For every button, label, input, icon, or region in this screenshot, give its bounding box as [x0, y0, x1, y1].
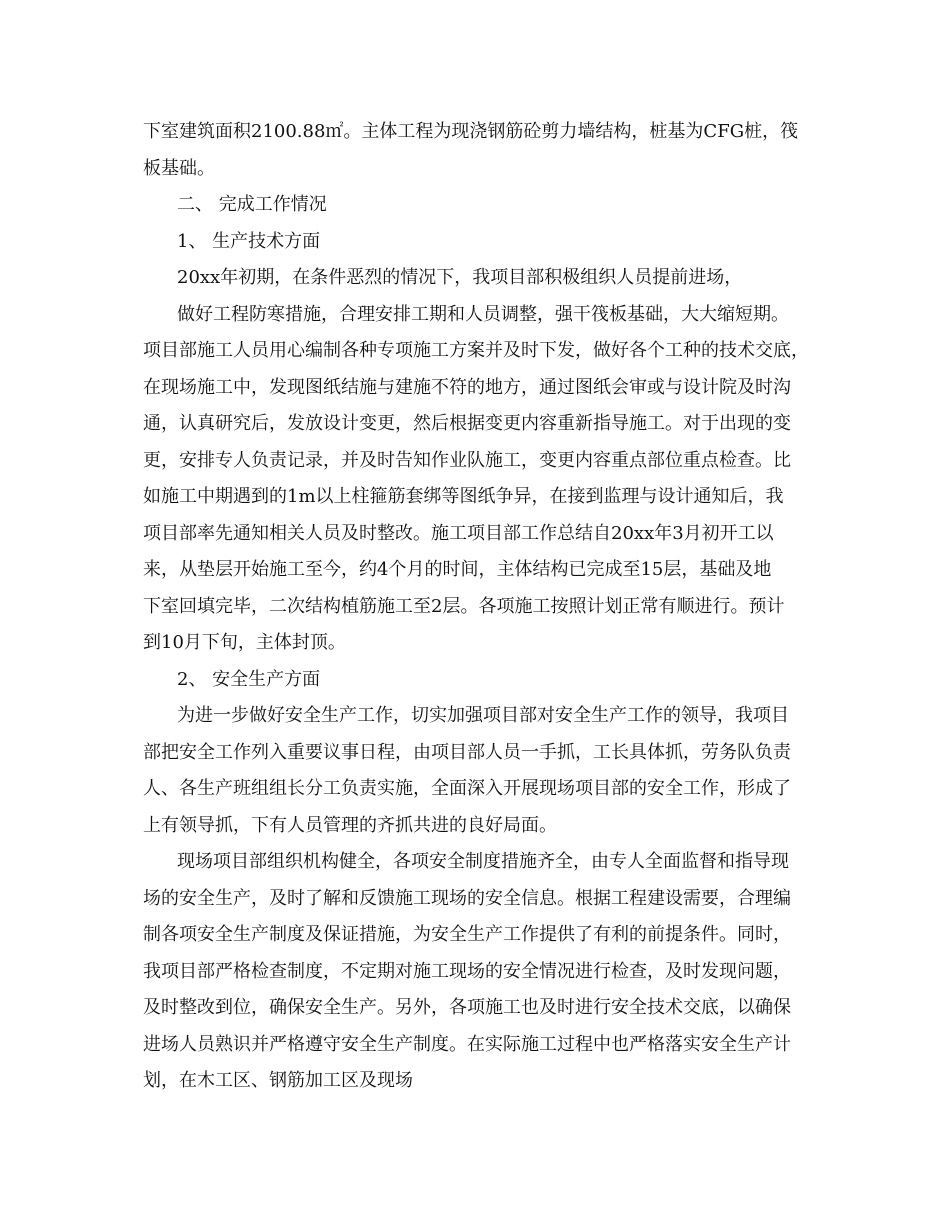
- text-line: 制各项安全生产制度及保证措施，为安全生产工作提供了有利的前提条件。同时，: [143, 924, 791, 945]
- text-line: 项目部率先通知相关人员及时整改。施工项目部工作总结自20xx年3月初开工以: [143, 523, 774, 544]
- text-line: 通，认真研究后，发放设计变更，然后根据变更内容重新指导施工。对于出现的变: [143, 413, 791, 434]
- text-line: 人、各生产班组组长分工负责实施，全面深入开展现场项目部的安全工作，形成了: [143, 778, 791, 799]
- text-line: 做好工程防寒措施，合理安排工期和人员调整，强干筏板基础，大大缩短期。: [177, 304, 789, 325]
- text-line: 场的安全生产，及时了解和反馈施工现场的安全信息。根据工程建设需要，合理编: [143, 888, 791, 909]
- text-line: 如施工中期遇到的1m以上柱箍筋套绑等图纸争异，在接到监理与设计通知后，我: [143, 486, 784, 507]
- text-line: 我项目部严格检查制度，不定期对施工现场的安全情况进行检查，及时发现问题，: [143, 961, 791, 982]
- text-line: 进场人员熟识并严格遵守安全生产制度。在实际施工过程中也严格落实安全生产计: [143, 1034, 791, 1055]
- text-line: 现场项目部组织机构健全，各项安全制度措施齐全，由专人全面监督和指导现: [177, 851, 789, 872]
- text-line: 更，安排专人负责记录，并及时告知作业队施工，变更内容重点部位重点检查。比: [143, 450, 791, 471]
- text-line: 20xx年初期，在条件恶烈的情况下，我项目部积极组织人员提前进场，: [177, 267, 743, 288]
- text-line: 部把安全工作列入重要议事日程，由项目部人员一手抓，工长具体抓，劳务队负责: [143, 742, 791, 763]
- subsection-heading: 1、 生产技术方面: [177, 231, 321, 252]
- section-heading: 二、 完成工作情况: [177, 194, 327, 215]
- text-line: 来，从垫层开始施工至今，约4个月的时间，主体结构已完成至15层，基础及地: [143, 559, 772, 580]
- text-line: 及时整改到位，确保安全生产。另外，各项施工也及时进行安全技术交底，以确保: [143, 997, 791, 1018]
- text-line: 下室回填完毕，二次结构植筋施工至2层。各项施工按照计划正常有顺进行。预计: [143, 596, 785, 617]
- text-line: 划，在木工区、钢筋加工区及现场: [143, 1070, 413, 1091]
- text-line: 为进一步做好安全生产工作，切实加强项目部对安全生产工作的领导，我项目: [177, 705, 789, 726]
- text-line: 上有领导抓，下有人员管理的齐抓共进的良好局面。: [143, 815, 557, 836]
- text-line: 项目部施工人员用心编制各种专项施工方案并及时下发，做好各个工种的技术交底，: [143, 340, 809, 361]
- text-line: 板基础。: [143, 158, 215, 179]
- text-line: 下室建筑面积2100.88㎡。主体工程为现浇钢筋砼剪力墙结构，桩基为CFG桩，筏: [143, 121, 799, 142]
- text-line: 在现场施工中，发现图纸结施与建施不符的地方，通过图纸会审或与设计院及时沟: [143, 377, 791, 398]
- text-line: 到10月下旬，主体封顶。: [143, 632, 346, 653]
- subsection-heading: 2、 安全生产方面: [177, 669, 321, 690]
